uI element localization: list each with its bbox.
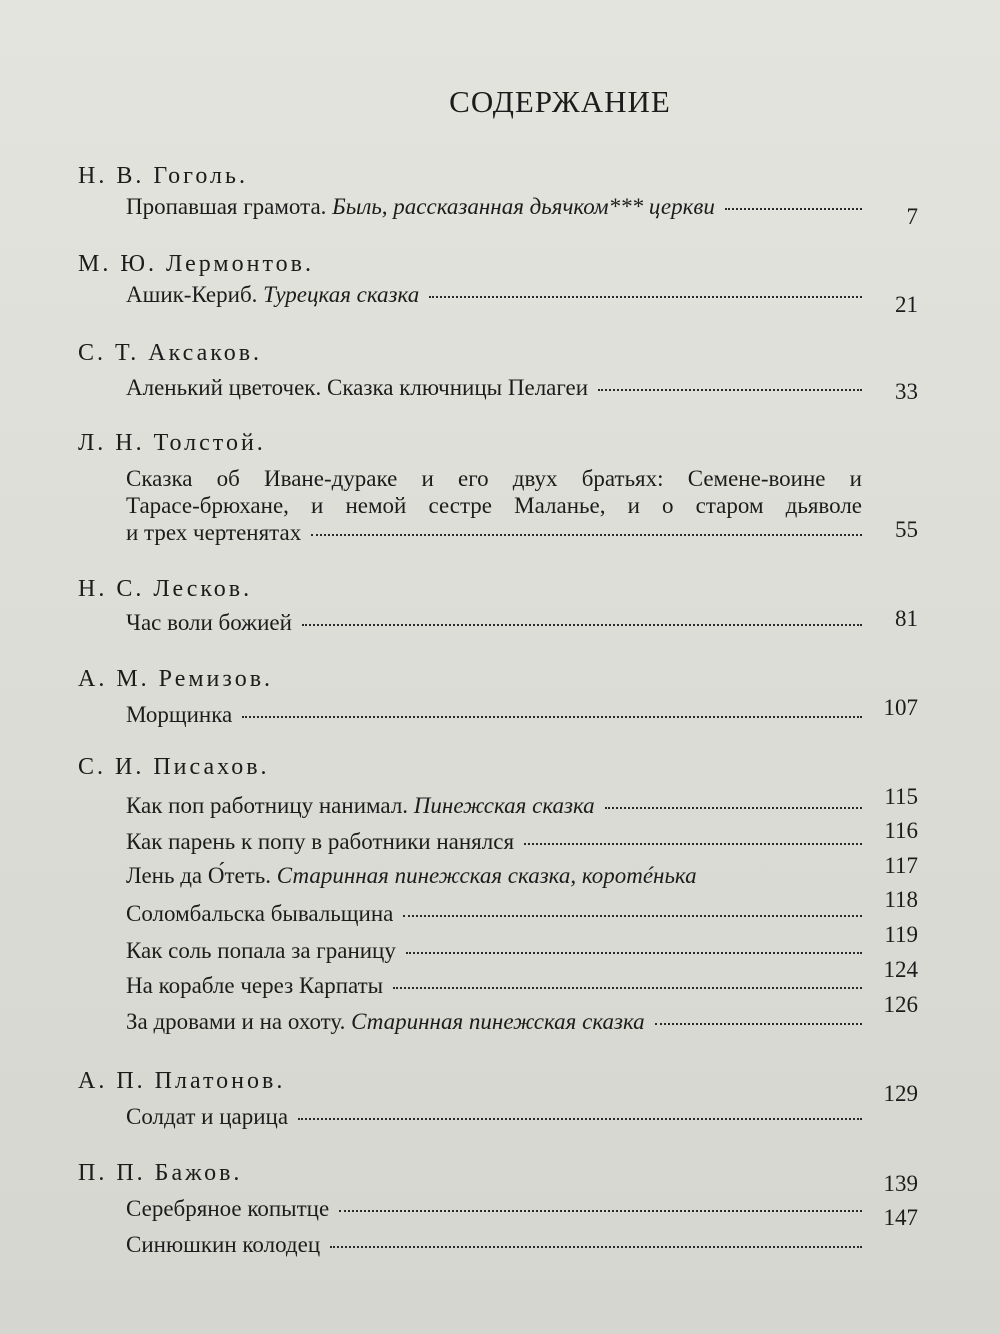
author-aksakov: С. Т. Аксаков. bbox=[78, 340, 263, 366]
page-number: 115 bbox=[884, 784, 918, 809]
entry-title: Как соль попала за границу bbox=[126, 938, 396, 963]
page-number: 117 bbox=[884, 853, 918, 878]
toc-entry[interactable] bbox=[126, 901, 862, 927]
author-remizov: А. М. Ремизов. bbox=[78, 666, 274, 692]
toc-entry[interactable] bbox=[126, 829, 862, 855]
entry-title: Соломбальска бывальщина bbox=[126, 901, 394, 926]
entry-title: Лень да О́теть. Старинная пинежская сказка, коротéнька bbox=[126, 863, 697, 888]
entry-title: Морщинка bbox=[126, 702, 233, 727]
toc-entry[interactable] bbox=[126, 610, 862, 636]
dot-leader bbox=[339, 1210, 862, 1212]
dot-leader bbox=[298, 1118, 862, 1120]
dot-leader bbox=[655, 1023, 862, 1025]
page-number: 116 bbox=[884, 818, 918, 843]
dot-leader bbox=[524, 843, 862, 845]
toc-entry[interactable] bbox=[126, 194, 862, 220]
entry-title: Ашик-Кериб. Турецкая сказка bbox=[126, 282, 420, 307]
toc-entry[interactable] bbox=[126, 282, 862, 308]
toc-entry[interactable] bbox=[126, 702, 862, 728]
entry-title: Как поп работницу нанимал. Пинежская сказка bbox=[126, 793, 595, 818]
toc-entry[interactable] bbox=[126, 1104, 862, 1130]
author-leskov: Н. С. Лесков. bbox=[78, 576, 253, 602]
dot-leader bbox=[406, 952, 862, 954]
entry-line: и трех чертенятах bbox=[126, 520, 862, 547]
author-lermontov: М. Ю. Лермонтов. bbox=[78, 251, 314, 277]
entry-title: Солдат и царица bbox=[126, 1104, 289, 1129]
toc-entry[interactable] bbox=[126, 863, 862, 889]
page-number: 33 bbox=[895, 379, 918, 404]
toc-entry[interactable] bbox=[126, 973, 862, 999]
toc-entry[interactable] bbox=[126, 1009, 862, 1035]
page-number: 81 bbox=[895, 606, 918, 631]
page-number: 55 bbox=[895, 517, 918, 542]
dot-leader bbox=[403, 915, 862, 917]
entry-title: Синюшкин колодец bbox=[126, 1232, 321, 1257]
entry-title: Аленький цветочек. Сказка ключницы Пелагеи bbox=[126, 375, 589, 400]
entry-title: Серебряное копытце bbox=[126, 1196, 330, 1221]
author-bazhov: П. П. Бажов. bbox=[78, 1160, 243, 1186]
entry-title: На корабле через Карпаты bbox=[126, 973, 384, 998]
toc-entry[interactable] bbox=[126, 1196, 862, 1222]
dot-leader bbox=[242, 716, 862, 718]
page-number: 118 bbox=[884, 887, 918, 912]
page-number: 126 bbox=[883, 992, 918, 1017]
entry-line: Тарасе-брюхане, и немой сестре Маланье, и о старом дьяволе bbox=[126, 493, 862, 518]
dot-leader bbox=[598, 389, 862, 391]
page-title: СОДЕРЖАНИЕ bbox=[449, 84, 671, 119]
dot-leader bbox=[330, 1246, 862, 1248]
author-gogol: Н. В. Гоголь. bbox=[78, 163, 248, 189]
page-number: 129 bbox=[883, 1081, 918, 1106]
dot-leader bbox=[429, 296, 862, 298]
entry-line: Сказка об Иване-дураке и его двух братьях: Семене-воине и bbox=[126, 466, 862, 491]
toc-entry[interactable] bbox=[126, 793, 862, 819]
page-number: 7 bbox=[906, 204, 918, 229]
page-number: 21 bbox=[895, 292, 918, 317]
toc-entry-multiline[interactable] bbox=[126, 466, 862, 547]
page-number: 147 bbox=[883, 1205, 918, 1230]
toc-entry[interactable] bbox=[126, 375, 862, 401]
toc-entry[interactable] bbox=[126, 938, 862, 964]
entry-title: Пропавшая грамота. Быль, рассказанная дьячком*** церкви bbox=[126, 194, 715, 219]
dot-leader bbox=[393, 987, 862, 989]
author-pisakhov: С. И. Писахов. bbox=[78, 754, 270, 780]
dot-leader bbox=[302, 624, 862, 626]
toc-entry[interactable] bbox=[126, 1232, 862, 1258]
author-tolstoy: Л. Н. Толстой. bbox=[78, 430, 266, 456]
page-number: 124 bbox=[883, 957, 918, 982]
entry-title: Час воли божией bbox=[126, 610, 292, 635]
author-platonov: А. П. Платонов. bbox=[78, 1068, 286, 1094]
dot-leader bbox=[311, 534, 862, 536]
dot-leader bbox=[725, 208, 862, 210]
page-number: 107 bbox=[883, 695, 918, 720]
page-number: 119 bbox=[884, 922, 918, 947]
page-number: 139 bbox=[883, 1171, 918, 1196]
dot-leader bbox=[605, 807, 862, 809]
entry-title: За дровами и на охоту. Старинная пинежская сказка bbox=[126, 1009, 645, 1034]
entry-title: Как парень к попу в работники нанялся bbox=[126, 829, 515, 854]
